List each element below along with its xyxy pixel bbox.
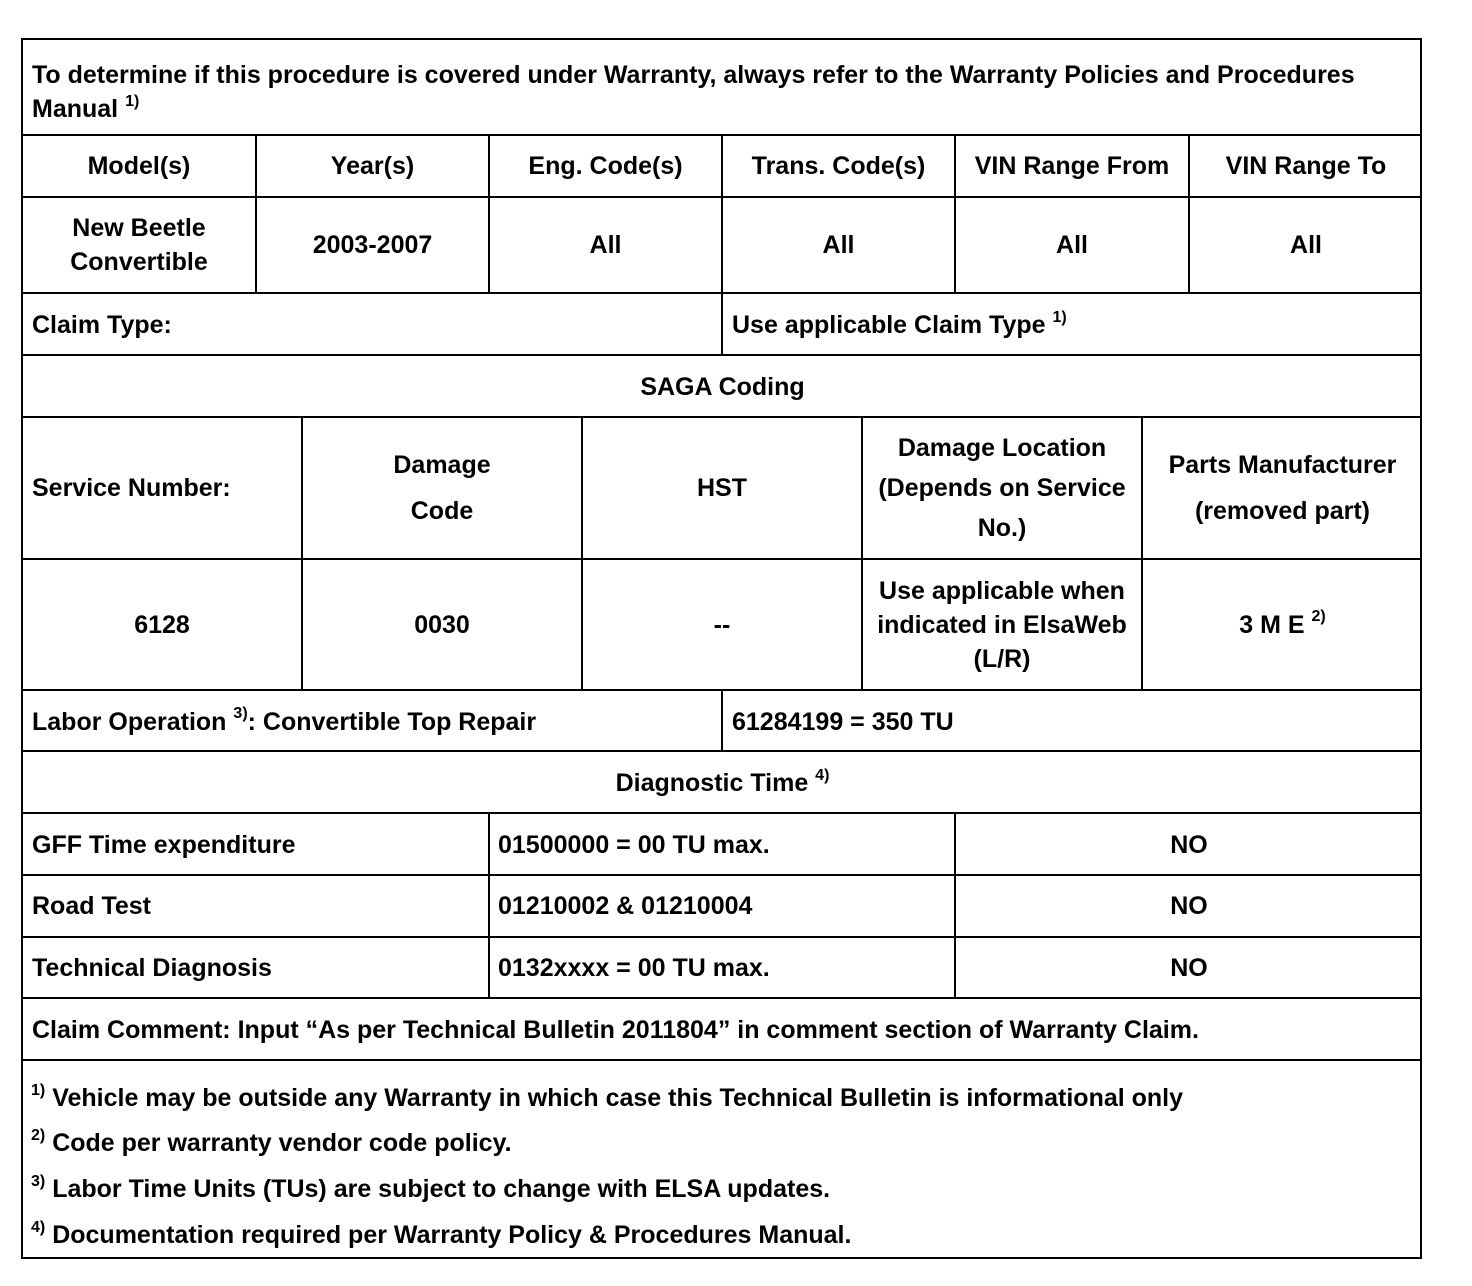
diagnostic-row-value: NO (1170, 892, 1208, 920)
header-trans-codes: Trans. Code(s) (751, 152, 926, 180)
diagnostic-row-label: GFF Time expenditure (32, 831, 296, 859)
header-vin-to: VIN Range To (1225, 152, 1387, 180)
diagnostic-time-title: Diagnostic Time $^{4)}$ (615, 766, 830, 797)
value-damage-code: 0030 (414, 610, 470, 639)
footnote: $^{1)}$ Vehicle may be outside any Warranty in which case this Technical Bulletin is informational only (31, 1081, 1184, 1112)
value-service-number: 6128 (134, 610, 190, 639)
diagnostic-row-label: Road Test (32, 892, 151, 920)
footnote: $^{3)}$ Labor Time Units (TUs) are subject to change with ELSA updates. (31, 1172, 831, 1203)
footnote: $^{4)}$ Documentation required per Warranty Policy & Procedures Manual. (31, 1218, 852, 1249)
labor-operation-label: Labor Operation $^{3)}$: Convertible Top Repair (32, 705, 537, 736)
value-hst: -- (713, 610, 731, 639)
header-service-number: Service Number: (32, 474, 231, 502)
claim-type-label: Claim Type: (32, 311, 172, 339)
claim-comment: Claim Comment: Input “As per Technical Bulletin 2011804” in comment section of Warranty Claim. (32, 1016, 1199, 1044)
value-vin-from: All (1056, 231, 1088, 259)
diagnostic-row-label: Technical Diagnosis (32, 954, 272, 982)
claim-type-value: Use applicable Claim Type $^{1)}$ (732, 308, 1067, 339)
header-engine-codes: Eng. Code(s) (528, 152, 683, 180)
header-hst: HST (697, 474, 747, 502)
diagnostic-row-value: NO (1170, 954, 1208, 982)
intro-text: To determine if this procedure is covered under Warranty, always refer to the Warranty Policies and Procedures Manual $^{1)}$ (32, 61, 1355, 123)
value-model: New Beetle Convertible (70, 214, 208, 276)
labor-operation-value: 61284199 = 350 TU (732, 707, 954, 736)
header-damage-location: Damage Location (Depends on Service No.) (878, 434, 1126, 542)
diagnostic-row-code: 0132xxxx = 00 TU max. (498, 954, 770, 982)
diagnostic-row-value: NO (1170, 831, 1208, 859)
value-damage-location: Use applicable when indicated in ElsaWeb (L/R) (877, 576, 1127, 673)
header-models: Model(s) (87, 152, 191, 180)
footnote: $^{2)}$ Code per warranty vendor code policy. (31, 1126, 512, 1157)
value-years: 2003-2007 (312, 231, 433, 259)
header-parts-manufacturer: Parts Manufacturer (removed part) (1168, 451, 1397, 525)
value-parts-manufacturer: 3 M E $^{2)}$ (1239, 608, 1326, 639)
header-damage-code: Damage Code (393, 451, 491, 525)
header-years: Year(s) (330, 152, 415, 180)
value-trans-codes: All (822, 231, 855, 259)
diagnostic-row-code: 01500000 = 00 TU max. (498, 831, 770, 859)
value-vin-to: All (1290, 231, 1322, 259)
value-engine-codes: All (589, 231, 622, 259)
saga-coding-title: SAGA Coding (640, 373, 805, 401)
diagnostic-row-code: 01210002 & 01210004 (498, 892, 753, 920)
header-vin-from: VIN Range From (974, 152, 1170, 180)
